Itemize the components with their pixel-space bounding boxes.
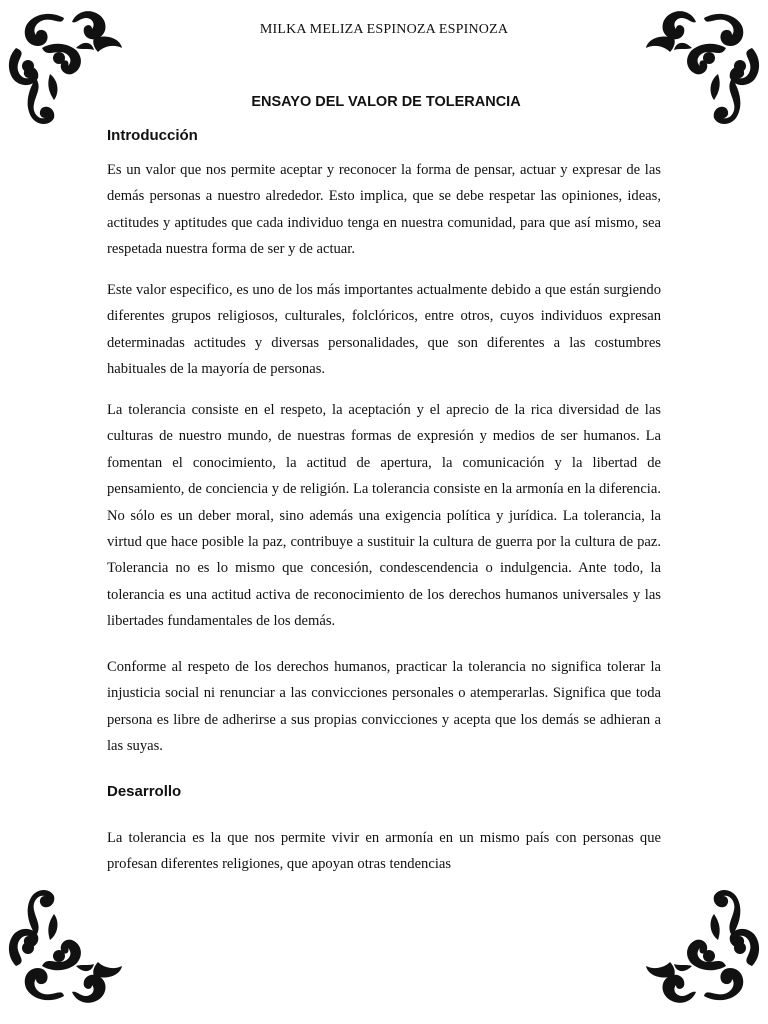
paragraph-2: Este valor especifico, es uno de los más importantes actualmente debido a que están surgiendo diferentes grupos religiosos, culturales, folclóricos, entre otros, cuyos individuos expresan determinadas actitudes y diversas personalidades, que son diferentes a las costumbres habituales de la mayoría de personas.	[107, 282, 661, 378]
flourish-ornament-bottom-left-icon	[2, 871, 132, 1006]
paragraph-4: Conforme al respeto de los derechos humanos, practicar la tolerancia no significa tolerar la injusticia social ni renunciar a las convicciones personales o atemperarlas. Significa que toda persona es libre de adherirse a sus propias convicciones y acepta que los demás se adhieran a las suyas.	[107, 659, 661, 755]
paragraph-5: La tolerancia es la que nos permite vivir en armonía en un mismo país con personas que profesan diferentes religiones, que apoyan otras tendencias	[107, 830, 661, 873]
paragraph-3: La tolerancia consiste en el respeto, la aceptación y el aprecio de la rica diversidad de las culturas de nuestro mundo, de nuestras formas de expresión y medios de ser humanos. La fomentan el conocimiento, la actitud de apertura, la comunicación y la libertad de pensamiento, de conciencia y de religión. La tolerancia consiste en la armonía en la diferencia. No sólo es un deber moral, sino además una exigencia política y jurídica. La tolerancia, la virtud que hace posible la paz, contribuye a sustituir la cultura de guerra por la cultura de paz. Tolerancia no es lo mismo que concesión, condescendencia o indulgencia. Ante todo, la tolerancia es una actitud activa de reconocimiento de los derechos humanos universales y las libertades fundamentales de los demás.	[107, 402, 661, 630]
flourish-ornament-bottom-right-icon	[636, 871, 766, 1006]
section-heading-introduccion: Introducción	[107, 127, 198, 144]
document-title: ENSAYO DEL VALOR DE TOLERANCIA	[251, 94, 521, 110]
paragraph-1: Es un valor que nos permite aceptar y reconocer la forma de pensar, actuar y expresar de las demás personas a nuestro alrededor. Esto implica, que se debe respetar las opiniones, ideas, actitudes y aptitudes que cada individuo tenga en nuestra comunidad, para que así mismo, sea respetada nuestra forma de ser y de actuar.	[107, 162, 661, 258]
author-name: MILKA MELIZA ESPINOZA ESPINOZA	[259, 22, 509, 37]
section-heading-desarrollo: Desarrollo	[107, 783, 182, 800]
